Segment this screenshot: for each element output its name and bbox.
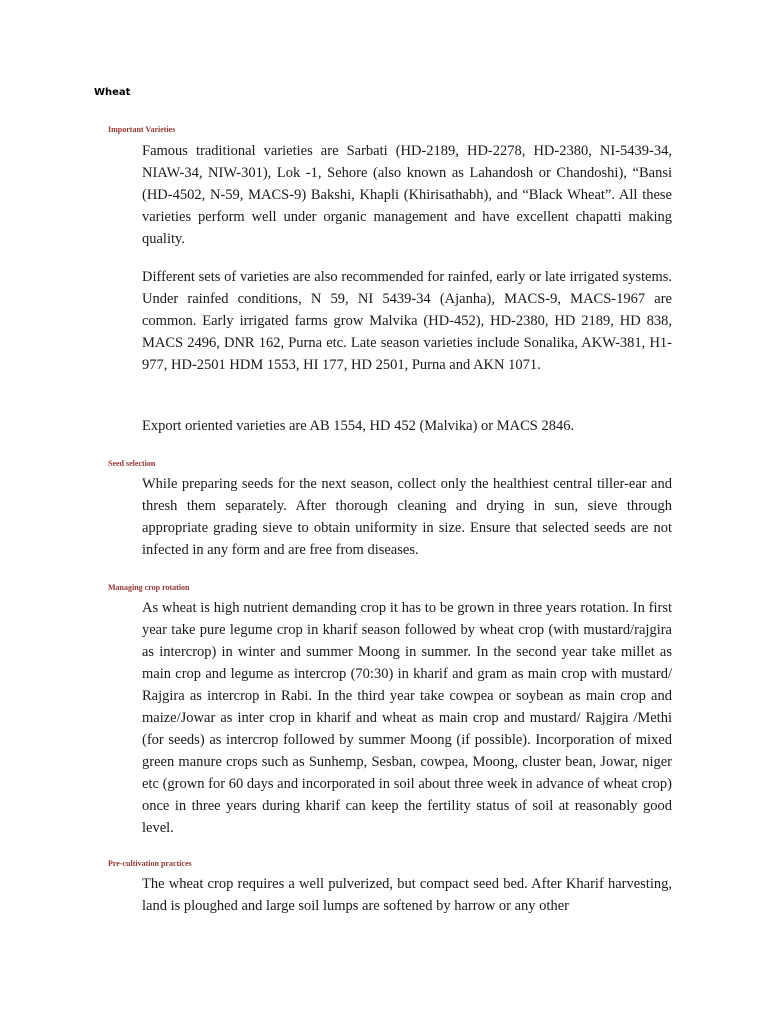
paragraph-traditional-varieties: Famous traditional varieties are Sarbati (HD-2189, HD-2278, HD-2380, NI-5439-34, NIAW-34, NIW-301), Lok -1, Sehore (also known as Lahandosh or Chandoshi), “Bansi (HD-4502, N-59, MACS-9) Bakshi, Khapli (Khirisathabh), and “Black Wheat”. All these varieties perform well under organic management and have excellent chapatti making quality. <box>142 143 672 247</box>
section-heading-important-varieties: Important Varieties <box>108 125 176 134</box>
paragraph-pre-cultivation: The wheat crop requires a well pulverized, but compact seed bed. After Kharif harvesting, land is ploughed and large soil lumps are softened by harrow or any other <box>142 876 672 914</box>
paragraph-crop-rotation: As wheat is high nutrient demanding crop it has to be grown in three years rotation. In first year take pure legume crop in kharif season followed by wheat crop (with mustard/rajgira as intercrop) in winter and summer Moong in summer. In the second year take millet as main crop and legume as intercrop (70:30) in kharif and gram as main crop with mustard/ Rajgira as intercrop in Rabi. In the third year take cowpea or soybean as main crop and maize/Jowar as inter crop in kharif and wheat as main crop and mustard/ Rajgira /Methi (for seeds) as intercrop followed by summer Moong (if possible). Incorporation of mixed green manure crops such as Sunhemp, Sesban, cowpea, Moong, cluster bean, Jowar, niger etc (grown for 60 days and incorporated in soil about three week in advance of wheat crop) once in three years during kharif can keep the fertility status of soil at reasonably good level. <box>142 600 672 836</box>
document-title: Wheat <box>94 87 131 98</box>
section-heading-pre-cultivation: Pre-cultivation practices <box>108 859 192 868</box>
section-heading-seed-selection: Seed selection <box>108 459 156 468</box>
paragraph-clip-pre-cultivation <box>142 873 672 919</box>
section-heading-crop-rotation: Managing crop rotation <box>108 583 190 592</box>
paragraph-seed-selection: While preparing seeds for the next season, collect only the healthiest central tiller-ear and thresh them separately. After thorough cleaning and drying in sun, sieve through appropriate grading sieve to obtain uniformity in size. Ensure that selected seeds are not infected in any form and are free from diseases. <box>142 476 672 558</box>
paragraph-export-varieties: Export oriented varieties are AB 1554, HD 452 (Malvika) or MACS 2846. <box>142 418 575 434</box>
paragraph-rainfed-irrigated-varieties: Different sets of varieties are also recommended for rainfed, early or late irrigated systems. Under rainfed conditions, N 59, NI 5439-34 (Ajanha), MACS-9, MACS-1967 are common. Early irrigated farms grow Malvika (HD-452), HD-2380, HD 2189, HD 838, MACS 2496, DNR 162, Purna etc. Late season varieties include Sonalika, AKW-381, H1-977, HD-2501 HDM 1553, HI 177, HD 2501, Purna and AKN 1071. <box>142 269 672 373</box>
